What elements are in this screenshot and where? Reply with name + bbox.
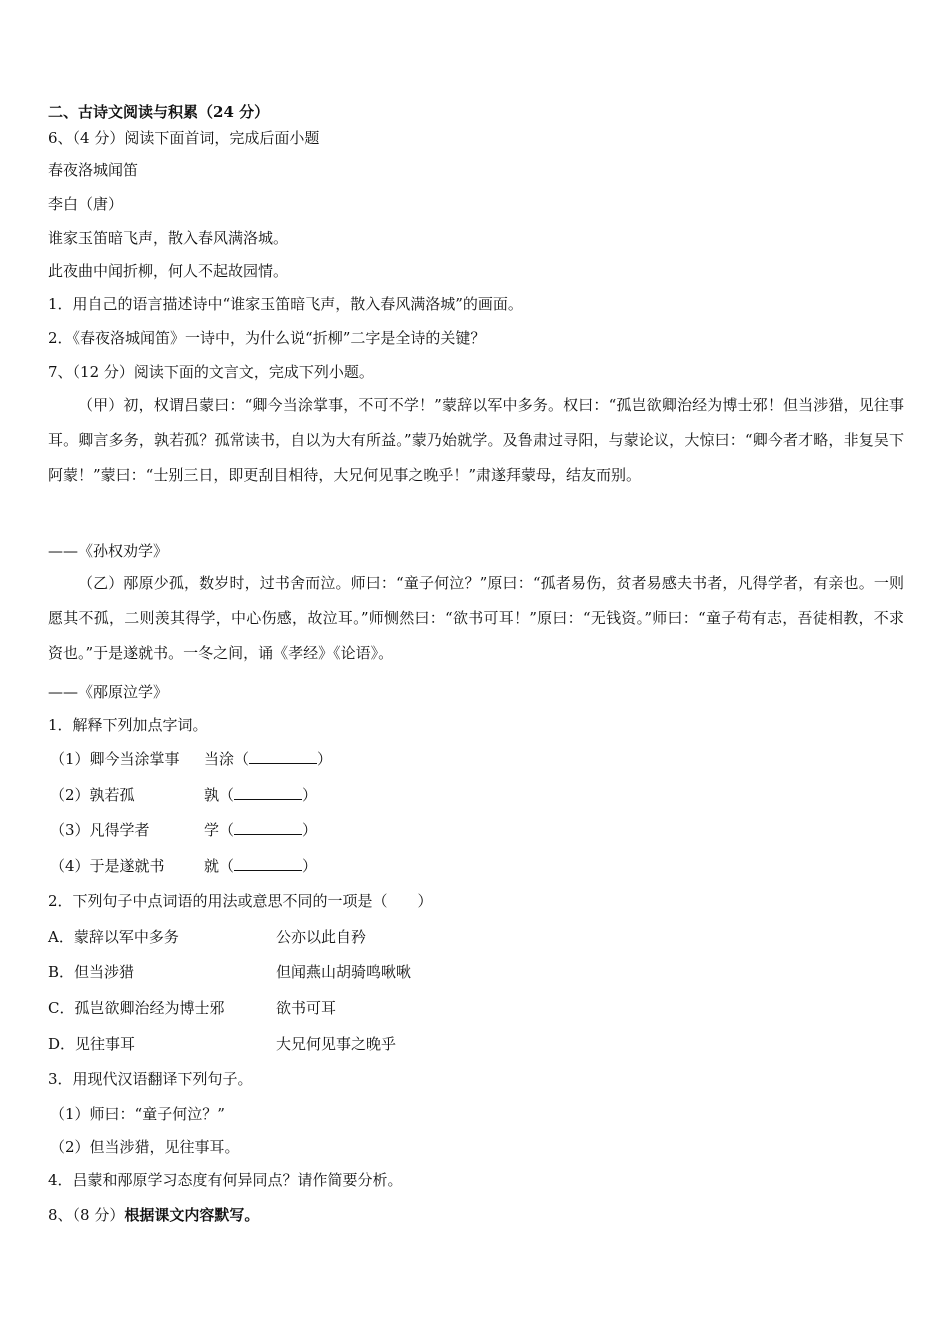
q6-sub1: 1．用自己的语言描述诗中“谁家玉笛暗飞声，散入春风满洛城”的画面。 (48, 295, 523, 313)
poem-title: 春夜洛城闻笛 (48, 161, 139, 179)
word-answer: 学（ ） (204, 821, 318, 839)
passage-a-source: ——《孙权劝学》 (48, 542, 169, 560)
answer-blank[interactable] (234, 856, 302, 871)
poem-author: 李白（唐） (48, 195, 124, 213)
word-answer: 当涂（ ） (204, 750, 333, 768)
word-answer: 孰（ ） (204, 786, 318, 804)
passage-a: （甲）初，权谓吕蒙曰：“卿今当涂掌事，不可不学！”蒙辞以军中多务。权曰：“孤岂欲卿治经为博士邪！但当涉猎，见往事耳。卿言多务，孰若孤？孤常读书，自以为大有所益。”蒙乃始就学。及鲁肃过寻阳，与蒙论议，大惊曰：“卿今者才略，非复吴下阿蒙！”蒙曰：“士别三日，即更刮目相待，大兄何见事之晚乎！”肃遂拜蒙母，结友而别。 (48, 396, 904, 484)
section-title: 二、古诗文阅读与积累（24 分） (48, 103, 270, 121)
option-a-right: 公亦以此自矜 (276, 928, 367, 946)
translation-item: （2）但当涉猎，见往事耳。 (50, 1138, 240, 1156)
option-d-left[interactable]: D．见往事耳 (48, 1035, 136, 1053)
answer-blank[interactable] (249, 749, 317, 764)
q6-header: 6、（4 分）阅读下面首词，完成后面小题 (48, 129, 320, 147)
q7-header: 7、（12 分）阅读下面的文言文，完成下列小题。 (48, 363, 374, 381)
option-c-right: 欲书可耳 (276, 999, 337, 1017)
poem-line: 谁家玉笛暗飞声，散入春风满洛城。 (48, 229, 289, 247)
q7-sub3: 3．用现代汉语翻译下列句子。 (48, 1070, 253, 1088)
poem-line: 此夜曲中闻折柳，何人不起故园情。 (48, 262, 289, 280)
word-item: （3）凡得学者 (50, 821, 150, 839)
q7-sub2: 2．下列句子中点词语的用法或意思不同的一项是（ ） (48, 892, 433, 910)
answer-blank[interactable] (234, 820, 302, 835)
option-b-right: 但闻燕山胡骑鸣啾啾 (276, 963, 412, 981)
translation-item: （1）师曰：“童子何泣？” (50, 1105, 225, 1123)
option-d-right: 大兄何见事之晚乎 (276, 1035, 397, 1053)
option-c-left[interactable]: C．孤岂欲卿治经为博士邪 (48, 999, 225, 1017)
passage-b: （乙）邴原少孤，数岁时，过书舍而泣。师曰：“童子何泣？”原曰：“孤者易伤，贫者易感夫书者，凡得学者，有亲也。一则愿其不孤，二则羡其得学，中心伤感，故泣耳。”师恻然曰：“欲书可耳！”原曰：“无钱资。”师曰：“童子苟有志，吾徒相教，不求资也。”于是遂就书。一冬之间，诵《孝经》《论语》。 (48, 574, 904, 662)
passage-b-source: ——《邴原泣学》 (48, 683, 169, 701)
q8-header: 8、（8 分）根据课文内容默写。 (48, 1206, 260, 1224)
option-b-left[interactable]: B．但当涉猎 (48, 963, 135, 981)
word-item: （2）孰若孤 (50, 786, 135, 804)
q7-sub4: 4．吕蒙和邴原学习态度有何异同点？请作简要分析。 (48, 1171, 403, 1189)
q6-sub2: 2．《春夜洛城闻笛》一诗中，为什么说“折柳”二字是全诗的关键？ (48, 329, 486, 347)
answer-blank[interactable] (234, 785, 302, 800)
option-a-left[interactable]: A．蒙辞以军中多务 (48, 928, 179, 946)
word-answer: 就（ ） (204, 857, 318, 875)
q7-sub1: 1．解释下列加点字词。 (48, 716, 208, 734)
word-item: （4）于是遂就书 (50, 857, 165, 875)
word-item: （1）卿今当涂掌事 (50, 750, 180, 768)
